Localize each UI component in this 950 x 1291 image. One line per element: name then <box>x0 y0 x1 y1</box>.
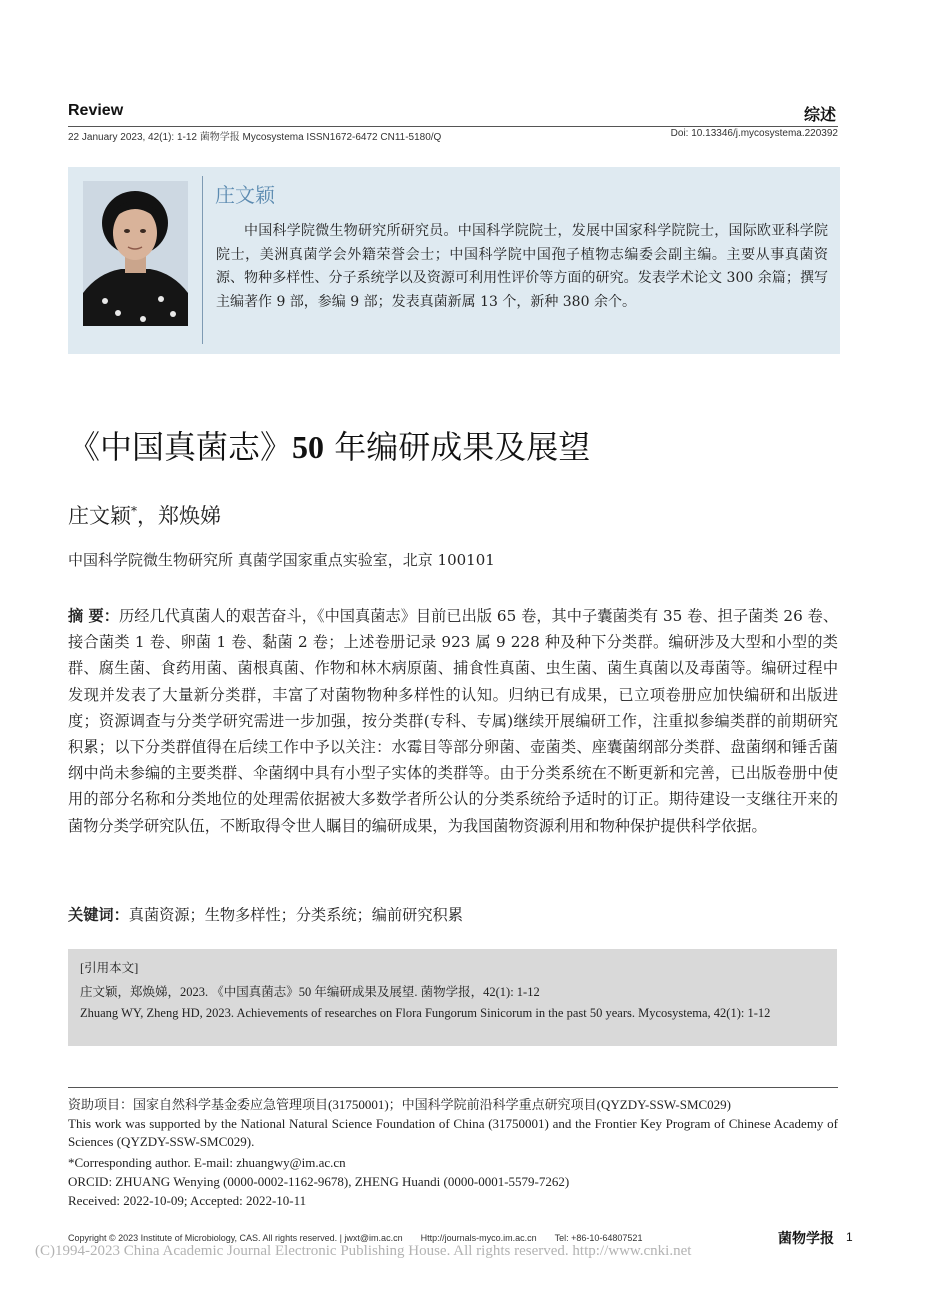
title-part-3: 年编研成果及展望 <box>324 428 591 466</box>
keywords-text: 真菌资源；生物多样性；分类系统；编前研究积累 <box>128 906 463 924</box>
title-part-1: 《中国真菌志》 <box>68 428 293 466</box>
dates: Received: 2022-10-09; Accepted: 2022-10-11 <box>68 1193 307 1208</box>
bio-divider <box>202 176 203 344</box>
affiliation: 中国科学院微生物研究所 真菌学国家重点实验室，北京 100101 <box>68 551 495 569</box>
journal-tel: Tel: +86-10-64807521 <box>554 1233 643 1243</box>
author-first: 庄文颖 <box>68 504 131 528</box>
author-list <box>68 500 221 530</box>
footer-info <box>68 1233 660 1243</box>
copyright: Copyright © 2023 Institute of Microbiology, CAS. All rights reserved. | jwxt@im.ac.cn <box>68 1233 403 1243</box>
paper-title <box>68 422 590 468</box>
journal-meta: 22 January 2023, 42(1): 1-12 菌物学报 Mycosystema ISSN1672-6472 CN11-5180/Q <box>68 132 442 143</box>
footnote-divider <box>68 1087 838 1088</box>
section-label-zh: 综述 <box>803 105 836 124</box>
corresponding-mark: * <box>131 504 137 518</box>
bio-name: 庄文颖 <box>215 183 275 207</box>
keywords-label: 关键词： <box>68 906 129 924</box>
abstract <box>68 603 838 839</box>
funding-en: This work was supported by the National Natural Science Foundation of China (31750001) and the Frontier Key Program of Chinese Academy of Sciences (QYZDY-SSW-SMC029). <box>68 1116 838 1149</box>
author-photo <box>83 181 188 326</box>
abstract-text: 历经几代真菌人的艰苦奋斗，《中国真菌志》目前已出版 65 卷，其中子囊菌类有 35 卷、担子菌类 26 卷、接合菌类 1 卷、卵菌 1 卷、黏菌 2 卷；上述卷册记录 923 属 9 228 种及种下分类群。编研涉及大型和小型的类群、腐生菌、食药用菌、菌根真菌、作物和林木病原菌、捕食性真菌、虫生菌、菌生真菌以及毒菌等。编研过程中发现并发表了大量新分类群，丰富了对菌物物种多样性的认知。归纳已有成果，已立项卷册应加快编研和出版进度；资源调查与分类学研究需进一步加强，按分类群(专科、专属)继续开展编研工作，注重拟参编类群的前期研究积累；以下分类群值得在后续工作中予以关注：水霉目等部分卵菌、壶菌类、座囊菌纲部分类群、盘菌纲和锤舌菌纲中尚未参编的主要类群、伞菌纲中具有小型子实体的类群等。由于分类系统在不断更新和完善，已出版卷册中使用的部分名称和分类地位的处理需依据被大多数学者所公认的分类系统给予适时的订正。期待建设一支继往开来的菌物分类学研究队伍，不断取得令世人瞩目的编研成果，为我国菌物资源利用和物种保护提供科学依据。 <box>68 607 839 835</box>
page-number: 1 <box>846 1230 853 1244</box>
funding-zh: 资助项目：国家自然科学基金委应急管理项目(31750001)；中国科学院前沿科学重点研究项目(QYZDY-SSW-SMC029) <box>68 1097 732 1112</box>
section-label: Review <box>68 102 124 119</box>
keywords <box>68 904 463 925</box>
bio-text: 中国科学院微生物研究所研究员。中国科学院院士，发展中国家科学院院士，国际欧亚科学院院士，美洲真菌学会外籍荣誉会士；中国科学院中国孢子植物志编委会副主编。主要从事真菌资源、物种多样性、分子系统学以及资源可利用性评价等方面的研究。发表学术论文 300 余篇；撰写主编著作 9 部，参编 9 部；发表真菌新属 13 个，新种 380 余个。 <box>216 223 828 310</box>
abstract-label: 摘 要： <box>68 607 120 625</box>
cnki-watermark: (C)1994-2023 China Academic Journal Electronic Publishing House. All rights reserved. http://www.cnki.net <box>35 1243 692 1259</box>
citation-en: Zhuang WY, Zheng HD, 2023. Achievements of researches on Flora Fungorum Sinicorum in the past 50 years. Mycosystema, 42(1): 1-12 <box>80 1006 771 1020</box>
doi[interactable]: Doi: 10.13346/j.mycosystema.220392 <box>670 128 838 139</box>
citation-zh: 庄文颖，郑焕娣，2023. 《中国真菌志》50 年编研成果及展望. 菌物学报，42(1): 1-12 <box>80 985 540 999</box>
citation-heading: [引用本文] <box>80 961 139 975</box>
header-divider <box>68 126 838 127</box>
journal-url[interactable]: Http://journals-myco.im.ac.cn <box>420 1233 537 1243</box>
portrait-image <box>83 181 188 326</box>
orcid: ORCID: ZHUANG Wenying (0000-0002-1162-9678), ZHENG Huandi (0000-0001-5579-7262) <box>68 1174 570 1189</box>
footer-journal: 菌物学报 <box>778 1231 834 1247</box>
author-rest: ，郑焕娣 <box>137 504 221 528</box>
corresponding-author: *Corresponding author. E-mail: zhuangwy@im.ac.cn <box>68 1155 346 1170</box>
title-part-2: 50 <box>292 429 325 465</box>
